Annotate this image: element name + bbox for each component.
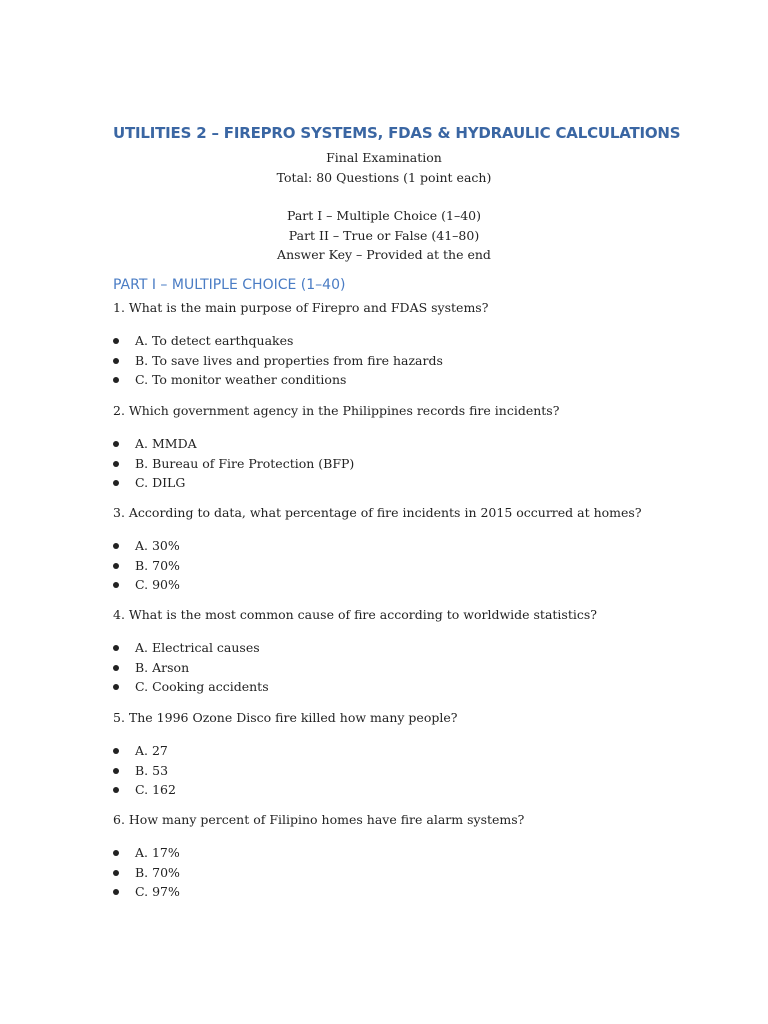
option-text: A. To detect earthquakes [135,333,294,348]
option-text: A. 30% [135,538,180,553]
bullet-icon [113,358,119,364]
question-text: 6. How many percent of Filipino homes have fire alarm systems? [113,812,525,827]
option-text: C. To monitor weather conditions [135,372,347,387]
option-text: B. Arson [135,659,190,675]
bullet-icon [113,748,119,754]
bullet-icon [113,480,119,486]
option-text: C. 97% [135,884,180,899]
option-text: B. 70% [135,864,180,880]
exam-structure [0,206,768,265]
bullet-icon [113,582,119,588]
exam-total-line: Total: 80 Questions (1 point each) [276,169,492,185]
question-text: 2. Which government agency in the Philippines records fire incidents? [113,403,560,418]
exam-type-line: Final Examination [326,150,442,165]
bullet-icon [113,768,119,774]
bullet-icon [113,850,119,856]
question-text: 3. According to data, what percentage of fire incidents in 2015 occurred at homes? [113,505,642,520]
answer-key-line: Answer Key – Provided at the end [277,247,491,262]
bullet-icon [113,889,119,895]
option-text: C. DILG [135,475,186,490]
option-text: B. 70% [135,557,180,573]
part-one-line: Part I – Multiple Choice (1–40) [286,208,482,223]
option-text: B. To save lives and properties from fire hazards [135,352,443,368]
bullet-icon [113,870,119,876]
bullet-icon [113,787,119,793]
option-text: C. 162 [135,782,176,797]
bullet-icon [113,461,119,467]
bullet-icon [113,563,119,569]
bullet-icon [113,645,119,651]
bullet-icon [113,377,119,383]
option-text: B. 53 [135,762,169,778]
option-text: C. 90% [135,577,180,592]
section-heading: PART I – MULTIPLE CHOICE (1–40) [113,277,346,293]
bullet-icon [113,665,119,671]
bullet-icon [113,338,119,344]
option-text: A. MMDA [135,436,197,451]
bullet-icon [113,543,119,549]
document-title: UTILITIES 2 – FIREPRO SYSTEMS, FDAS & HYDRAULIC CALCULATIONS [113,124,681,142]
part-two-line: Part II – True or False (41–80) [288,227,480,243]
bullet-icon [113,441,119,447]
option-text: B. Bureau of Fire Protection (BFP) [135,455,355,471]
question-text: 4. What is the most common cause of fire according to worldwide statistics? [113,607,597,622]
question-text: 5. The 1996 Ozone Disco fire killed how many people? [113,710,458,725]
exam-info [0,148,768,187]
question-text: 1. What is the main purpose of Firepro and FDAS systems? [113,300,489,315]
option-text: C. Cooking accidents [135,679,269,694]
bullet-icon [113,684,119,690]
option-text: A. 27 [135,743,168,758]
option-text: A. 17% [135,845,180,860]
option-text: A. Electrical causes [135,640,260,655]
